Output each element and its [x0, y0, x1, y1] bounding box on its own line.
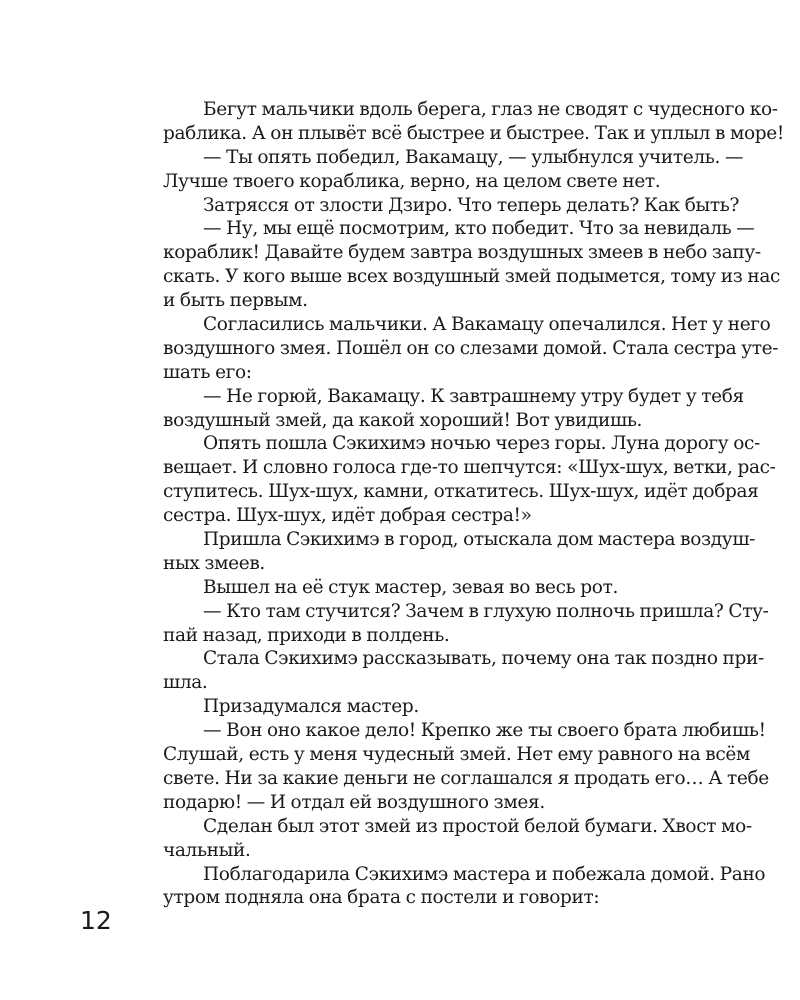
text-line: — Ну, мы ещё посмотрим, кто победит. Что за невидаль —	[203, 218, 755, 240]
text-line: и быть первым.	[163, 290, 308, 312]
text-line: утром подняла она брата с постели и говорит:	[163, 887, 600, 909]
text-line: Сделан был этот змей из простой белой бумаги. Хвост мо-	[203, 815, 752, 837]
text-line: чальный.	[163, 839, 251, 861]
text-line: — Вон оно какое дело! Крепко же ты своего брата любишь!	[203, 720, 766, 742]
text-line: воздушный змей, да какой хороший! Вот увидишь.	[163, 409, 643, 431]
text-line: Пришла Сэкихимэ в город, отыскала дом мастера воздуш-	[203, 529, 756, 551]
text-line: кораблик! Давайте будем завтра воздушных змеев в небо запу-	[163, 242, 761, 264]
page-number: 12	[80, 906, 112, 935]
text-line: скать. У кого выше всех воздушный змей подымется, тому из нас	[163, 266, 781, 288]
text-line: шать его:	[163, 361, 252, 383]
text-line: — Кто там стучится? Зачем в глухую полночь пришла? Сту-	[203, 600, 769, 622]
text-line: раблика. А он плывёт всё быстрее и быстрее. Так и уплыл в море!	[163, 122, 784, 144]
text-line: ступитесь. Шух-шух, камни, откатитесь. Шух-шух, идёт добрая	[163, 481, 759, 503]
text-line: вещает. И словно голоса где-то шепчутся: «Шух-шух, ветки, рас-	[163, 457, 776, 479]
text-line: — Не горюй, Вакамацу. К завтрашнему утру будет у тебя	[203, 385, 744, 407]
text-line: воздушного змея. Пошёл он со слезами домой. Стала сестра уте-	[163, 337, 779, 359]
text-line: Затрясся от злости Дзиро. Что теперь делать? Как быть?	[203, 194, 740, 216]
body-text	[163, 98, 784, 910]
text-line: Слушай, есть у меня чудесный змей. Нет ему равного на всём	[163, 744, 751, 766]
text-line: Призадумался мастер.	[203, 696, 419, 718]
text-line: Бегут мальчики вдоль берега, глаз не сводят с чудесного ко-	[203, 99, 778, 120]
text-line: свете. Ни за какие деньги не соглашался я продать его… А тебе	[163, 767, 769, 789]
text-line: Поблагодарила Сэкихимэ мастера и побежала домой. Рано	[203, 863, 766, 885]
text-line: Опять пошла Сэкихимэ ночью через горы. Луна дорогу ос-	[203, 433, 760, 455]
text-line: пай назад, приходи в полдень.	[163, 624, 450, 646]
text-line: Стала Сэкихимэ рассказывать, почему она так поздно при-	[203, 648, 764, 670]
text-line: сестра. Шух-шух, идёт добрая сестра!»	[163, 505, 532, 527]
text-line: ных змеев.	[163, 552, 265, 574]
text-line: Лучше твоего кораблика, верно, на целом свете нет.	[163, 170, 661, 192]
text-line: Вышел на её стук мастер, зевая во весь рот.	[203, 576, 618, 598]
text-line: — Ты опять победил, Вакамацу, — улыбнулся учитель. —	[203, 146, 744, 168]
text-line: шла.	[163, 672, 208, 694]
text-line: подарю! — И отдал ей воздушного змея.	[163, 791, 545, 813]
text-line: Согласились мальчики. А Вакамацу опечалился. Нет у него	[203, 314, 771, 336]
